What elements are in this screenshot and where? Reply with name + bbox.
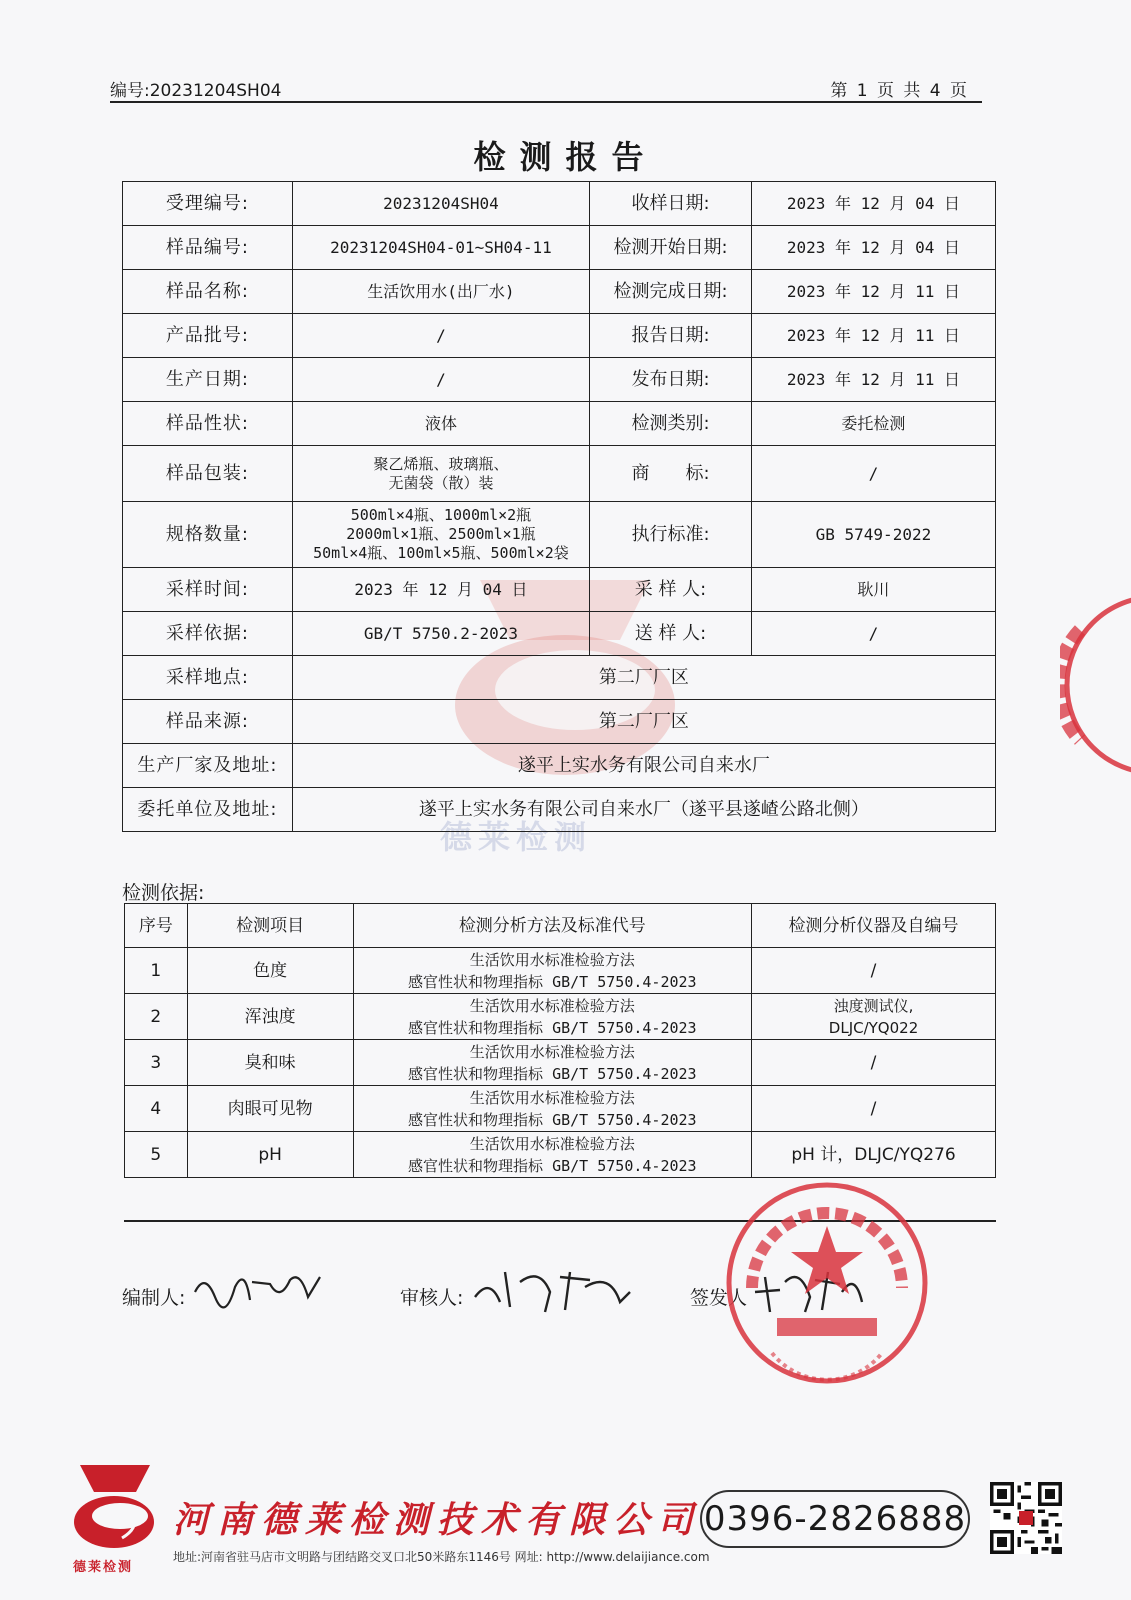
info-label: 执行标准: xyxy=(590,502,752,568)
info-label: 采样地点: xyxy=(123,656,293,700)
info-row-wide xyxy=(123,700,996,744)
row-number: 1 xyxy=(125,948,188,994)
info-label: 产品批号: xyxy=(123,314,293,358)
test-instrument: 浊度测试仪, DLJC/YQ022 xyxy=(752,994,996,1040)
info-label: 采 样 人: xyxy=(590,568,752,612)
company-logo-icon xyxy=(70,1460,158,1552)
info-value: 2023 年 12 月 04 日 xyxy=(292,568,589,612)
test-item: 色度 xyxy=(187,948,353,994)
report-number: 编号:20231204SH04 xyxy=(110,81,282,101)
row-number: 2 xyxy=(125,994,188,1040)
info-value: 2023 年 12 月 04 日 xyxy=(751,226,995,270)
column-header: 序号 xyxy=(125,904,188,948)
test-item: 肉眼可见物 xyxy=(187,1086,353,1132)
info-label: 规格数量: xyxy=(123,502,293,568)
company-address: 地址:河南省驻马店市文明路与团结路交叉口北50米路东1146号 网址: http://www.delaijiance.com xyxy=(173,1550,710,1564)
basis-row xyxy=(125,948,996,994)
info-row xyxy=(123,358,996,402)
info-label: 发布日期: xyxy=(590,358,752,402)
info-row xyxy=(123,226,996,270)
info-row-wide xyxy=(123,656,996,700)
info-value: 20231204SH04-01~SH04-11 xyxy=(292,226,589,270)
info-row xyxy=(123,612,996,656)
reviewer-label: 审核人: xyxy=(400,1287,464,1309)
basis-header-row xyxy=(125,904,996,948)
info-row-wide xyxy=(123,788,996,832)
info-label: 样品性状: xyxy=(123,402,293,446)
test-basis-table xyxy=(124,903,996,1178)
info-label: 检测开始日期: xyxy=(590,226,752,270)
info-label: 检测类别: xyxy=(590,402,752,446)
basis-label: 检测依据: xyxy=(122,882,205,904)
info-value: GB/T 5750.2-2023 xyxy=(292,612,589,656)
test-item: pH xyxy=(187,1132,353,1178)
info-label: 生产日期: xyxy=(123,358,293,402)
test-method: 生活饮用水标准检验方法 感官性状和物理指标 GB/T 5750.4-2023 xyxy=(353,994,751,1040)
test-item: 浑浊度 xyxy=(187,994,353,1040)
info-row xyxy=(123,568,996,612)
info-label: 收样日期: xyxy=(590,182,752,226)
info-label: 商 标: xyxy=(590,446,752,502)
header-rule xyxy=(110,101,982,103)
report-title: 检测报告 xyxy=(473,138,658,176)
basis-row xyxy=(125,1040,996,1086)
test-item: 臭和味 xyxy=(187,1040,353,1086)
compiler-label: 编制人: xyxy=(122,1287,186,1309)
info-row-wide xyxy=(123,744,996,788)
info-row xyxy=(123,314,996,358)
phone-number: 0396-2826888 xyxy=(700,1490,970,1548)
compiler-signature xyxy=(190,1262,330,1312)
info-value: GB 5749-2022 xyxy=(751,502,995,568)
basis-row xyxy=(125,994,996,1040)
info-value: 2023 年 12 月 11 日 xyxy=(751,358,995,402)
info-row xyxy=(123,402,996,446)
test-instrument: pH 计，DLJC/YQ276 xyxy=(752,1132,996,1178)
info-row xyxy=(123,182,996,226)
row-number: 5 xyxy=(125,1132,188,1178)
info-row xyxy=(123,446,996,502)
test-instrument: / xyxy=(752,1086,996,1132)
info-value: 500ml×4瓶、1000ml×2瓶 2000ml×1瓶、2500ml×1瓶 50ml×4瓶、100ml×5瓶、500ml×2袋 xyxy=(292,502,589,568)
logo-label: 德莱检测 xyxy=(73,1560,134,1575)
info-value: 耿川 xyxy=(751,568,995,612)
info-value: 2023 年 12 月 11 日 xyxy=(751,270,995,314)
info-label: 委托单位及地址: xyxy=(123,788,293,832)
reviewer-signature xyxy=(470,1262,640,1322)
info-value: 第二厂厂区 xyxy=(292,656,995,700)
info-label: 样品来源: xyxy=(123,700,293,744)
company-name: 河南德莱检测技术有限公司 xyxy=(173,1500,702,1541)
info-value: 遂平上实水务有限公司自来水厂（遂平县遂嵖公路北侧） xyxy=(292,788,995,832)
row-number: 4 xyxy=(125,1086,188,1132)
info-label: 采样时间: xyxy=(123,568,293,612)
info-label: 生产厂家及地址: xyxy=(123,744,293,788)
row-number: 3 xyxy=(125,1040,188,1086)
issuer-label: 签发人 xyxy=(690,1287,748,1309)
info-value: 遂平上实水务有限公司自来水厂 xyxy=(292,744,995,788)
info-label: 受理编号: xyxy=(123,182,293,226)
test-method: 生活饮用水标准检验方法 感官性状和物理指标 GB/T 5750.4-2023 xyxy=(353,1040,751,1086)
info-value: 液体 xyxy=(292,402,589,446)
info-label: 报告日期: xyxy=(590,314,752,358)
test-instrument: / xyxy=(752,948,996,994)
info-value: 20231204SH04 xyxy=(292,182,589,226)
sample-info-table xyxy=(122,181,996,832)
info-value: / xyxy=(292,314,589,358)
info-value: / xyxy=(751,612,995,656)
page-info: 第 1 页 共 4 页 xyxy=(830,81,969,101)
info-value: / xyxy=(292,358,589,402)
info-value: 聚乙烯瓶、玻璃瓶、 无菌袋（散）装 xyxy=(292,446,589,502)
info-value: 委托检测 xyxy=(751,402,995,446)
watermark-text: 德莱检测 xyxy=(440,818,593,856)
column-header: 检测分析方法及标准代号 xyxy=(353,904,751,948)
info-label: 送 样 人: xyxy=(590,612,752,656)
info-value: 生活饮用水(出厂水) xyxy=(292,270,589,314)
column-header: 检测分析仪器及自编号 xyxy=(752,904,996,948)
edge-seal xyxy=(1060,590,1131,780)
info-label: 检测完成日期: xyxy=(590,270,752,314)
info-value: 2023 年 12 月 04 日 xyxy=(751,182,995,226)
column-header: 检测项目 xyxy=(187,904,353,948)
basis-row xyxy=(125,1132,996,1178)
company-seal xyxy=(722,1178,932,1388)
info-value: / xyxy=(751,446,995,502)
test-method: 生活饮用水标准检验方法 感官性状和物理指标 GB/T 5750.4-2023 xyxy=(353,1132,751,1178)
info-label: 样品编号: xyxy=(123,226,293,270)
info-label: 样品名称: xyxy=(123,270,293,314)
test-method: 生活饮用水标准检验方法 感官性状和物理指标 GB/T 5750.4-2023 xyxy=(353,1086,751,1132)
info-label: 样品包装: xyxy=(123,446,293,502)
qr-code-icon xyxy=(990,1482,1062,1554)
info-value: 第二厂厂区 xyxy=(292,700,995,744)
test-instrument: / xyxy=(752,1040,996,1086)
info-row xyxy=(123,502,996,568)
basis-row xyxy=(125,1086,996,1132)
test-method: 生活饮用水标准检验方法 感官性状和物理指标 GB/T 5750.4-2023 xyxy=(353,948,751,994)
info-value: 2023 年 12 月 11 日 xyxy=(751,314,995,358)
info-label: 采样依据: xyxy=(123,612,293,656)
info-row xyxy=(123,270,996,314)
